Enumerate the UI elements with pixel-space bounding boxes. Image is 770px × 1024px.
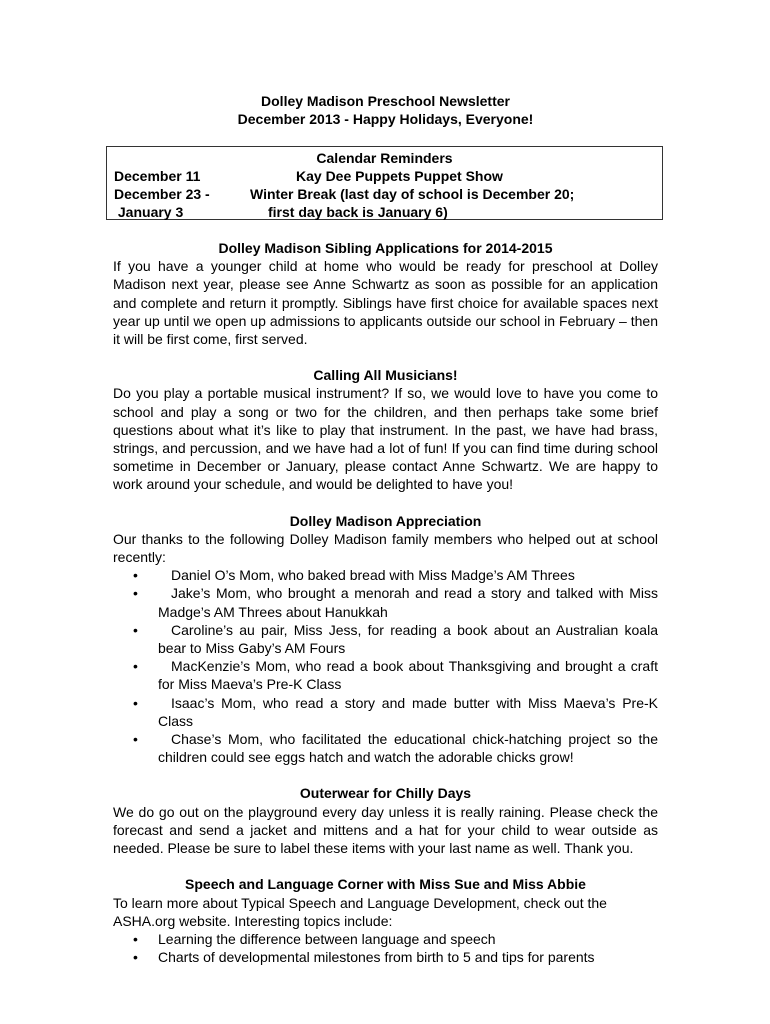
outerwear-section xyxy=(113,784,658,857)
section-heading: Calling All Musicians! xyxy=(313,367,458,384)
bullet-icon: • xyxy=(133,930,138,947)
newsletter-body xyxy=(113,239,658,966)
section-body: Do you play a portable musical instrument? If so, we would love to have you come to school and play a song or two for the children, and then perhaps take some brief questions about what it’s like to play that instrument. In the past, we have had brass, strings, and percussion, and we have had a lot of fun! If you can find time during school sometime in December or January, please contact Anne Schwartz. We are happy to work around your schedule, and would be delighted to have you! xyxy=(113,385,658,493)
section-heading: Dolley Madison Appreciation xyxy=(289,512,482,529)
bullet-icon: • xyxy=(133,658,138,675)
section-intro: To learn more about Typical Speech and Language Development, check out the ASHA.org website. Interesting topics include: xyxy=(113,894,607,929)
sibling-section xyxy=(113,239,658,348)
section-heading: Dolley Madison Sibling Applications for 2014-2015 xyxy=(218,240,553,256)
calendar-event: Winter Break (last day of school is December 20; xyxy=(250,186,575,202)
list-item: • Learning the difference between language and speech xyxy=(133,930,496,947)
bullet-icon: • xyxy=(133,567,138,584)
list-item: • MacKenzie’s Mom, who read a book about Thanksgiving and brought a craft for Miss Maeva’s Pre-K Class xyxy=(133,658,658,693)
newsletter-page xyxy=(113,92,658,128)
calendar-event: Kay Dee Puppets Puppet Show xyxy=(296,168,503,184)
bullet-icon: • xyxy=(133,621,138,638)
list-item: • Jake’s Mom, who brought a menorah and read a story and talked with Miss Madge’s AM Threes about Hanukkah xyxy=(133,585,658,620)
appreciation-list xyxy=(113,566,658,766)
newsletter-subtitle: December 2013 - Happy Holidays, Everyone! xyxy=(237,111,534,127)
section-body: We do go out on the playground every day unless it is really raining. Please check the forecast and send a jacket and mittens and a hat for your child to wear outside as needed. Please be sure to label these items with your last name as well. Thank you. xyxy=(113,803,658,857)
list-item: • Charts of developmental milestones from birth to 5 and tips for parents xyxy=(133,949,595,966)
section-heading: Outerwear for Chilly Days xyxy=(299,785,472,802)
section-body: If you have a younger child at home who would be ready for preschool at Dolley Madison next year, please see Anne Schwartz as soon as possible for an application and complete and return it promptly. Siblings have first choice for available spaces next year up until we open up admissions to applicants outside our school in February – then it will be first come, first served. xyxy=(113,258,658,348)
calendar-event: first day back is January 6) xyxy=(268,204,448,220)
calendar-title: Calendar Reminders xyxy=(316,150,453,166)
bullet-icon: • xyxy=(133,694,138,711)
list-item: • Isaac’s Mom, who read a story and made butter with Miss Maeva’s Pre-K Class xyxy=(133,694,658,729)
calendar-date: December 11 xyxy=(114,168,201,184)
list-item: • Chase’s Mom, who facilitated the educational chick-hatching project so the children could see eggs hatch and watch the adorable chicks grow! xyxy=(133,731,658,766)
musicians-section xyxy=(113,366,658,493)
bullet-icon: • xyxy=(133,585,138,602)
appreciation-section xyxy=(113,512,658,767)
calendar-date: January 3 xyxy=(114,204,184,220)
section-heading: Speech and Language Corner with Miss Sue and Miss Abbie xyxy=(185,876,586,893)
section-intro: Our thanks to the following Dolley Madison family members who helped out at school recently: xyxy=(113,530,658,566)
calendar-date: December 23 - xyxy=(114,186,210,202)
speech-list xyxy=(113,930,658,966)
calendar-reminders-box xyxy=(106,146,663,220)
list-item: • Caroline’s au pair, Miss Jess, for reading a book about an Australian koala bear to Miss Gaby’s AM Fours xyxy=(133,621,658,657)
list-item: • Daniel O’s Mom, who baked bread with Miss Madge’s AM Threes xyxy=(133,567,575,584)
newsletter-title: Dolley Madison Preschool Newsletter xyxy=(261,93,510,109)
bullet-icon: • xyxy=(133,731,138,748)
bullet-icon: • xyxy=(133,949,138,966)
speech-section xyxy=(113,875,658,966)
